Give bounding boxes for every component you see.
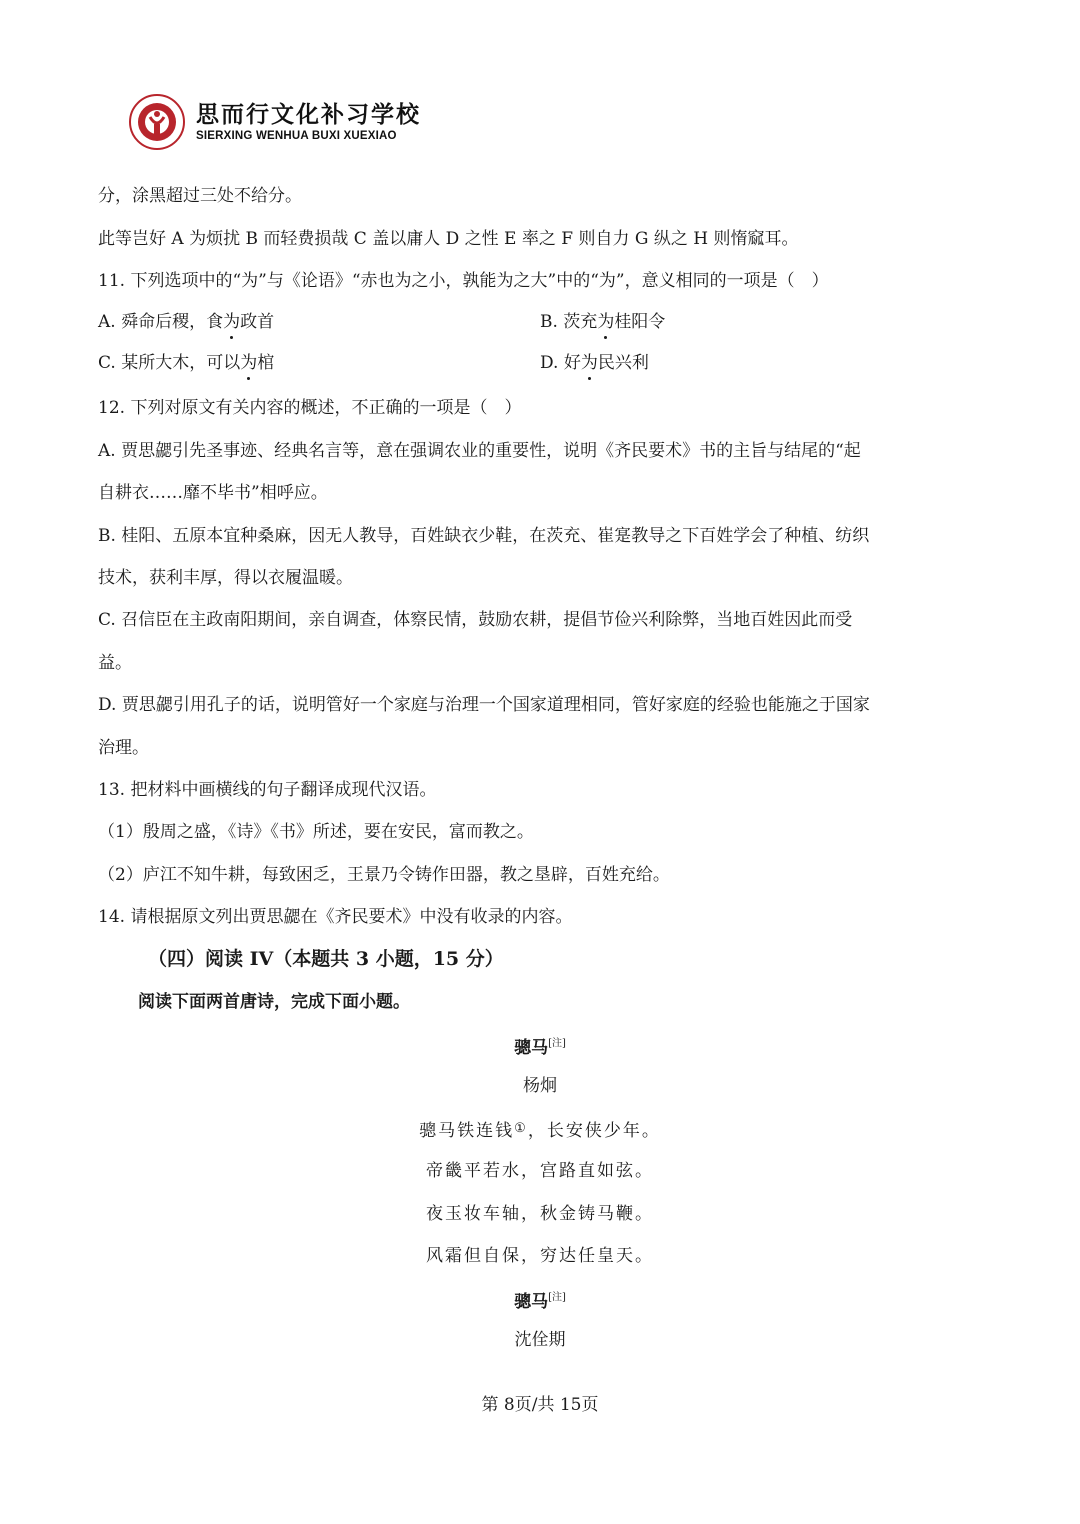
poem2-title: 骢马[注] [514,1292,566,1312]
poem1-line: 夜玉妆车轴，秋金铸马鞭。 [426,1204,654,1224]
note-marker: [注] [548,1038,566,1049]
school-header [128,92,421,152]
q12-option-c-cont: 益。 [98,653,132,673]
question-11: 11. 下列选项中的“为”与《论语》“赤也为之小，孰能为之大”中的“为”，意义相同的一项是（ ） [98,271,829,291]
question-12: 12. 下列对原文有关内容的概述，不正确的一项是（ ） [98,398,522,418]
page-number: 第 8页/共 15页 [481,1395,599,1415]
q11-option-d: D. 好为民兴利 [540,353,649,373]
poem1-author: 杨炯 [523,1076,557,1096]
question-14: 14. 请根据原文列出贾思勰在《齐民要术》中没有收录的内容。 [98,907,573,927]
dotted-char: 为 [597,312,615,332]
q12-option-a-cont: 自耕衣……靡不毕书”相呼应。 [98,483,328,503]
q13-item-1: （1）殷周之盛，《诗》《书》所述，要在安民，富而教之。 [98,822,534,842]
q12-option-a: A. 贾思勰引先圣事迹、经典名言等，意在强调农业的重要性，说明《齐民要术》书的主旨与结尾的“起 [98,441,861,461]
footnote-marker: ① [514,1121,528,1136]
brand-block [196,101,421,143]
poem1-line: 帝畿平若水，宫路直如弦。 [426,1161,654,1181]
school-seal-icon [128,93,186,151]
dotted-char: 为 [223,312,241,332]
q13-item-2: （2）庐江不知牛耕，每致困乏，王景乃令铸作田器，教之垦辟，百姓充给。 [98,865,670,885]
poem1-line: 骢马铁连钱①，长安侠少年。 [419,1121,661,1141]
q12-option-b-cont: 技术，获利丰厚，得以衣履温暖。 [98,568,353,588]
reading-instruction: 阅读下面两首唐诗，完成下面小题。 [138,992,410,1012]
q12-option-d: D. 贾思勰引用孔子的话，说明管好一个家庭与治理一个国家道理相同，管好家庭的经验也能施之于国家 [98,695,870,715]
note-marker: [注] [548,1292,566,1303]
q12-option-b: B. 桂阳、五原本宜种桑麻，因无人教导，百姓缺衣少鞋，在茨充、崔寔教导之下百姓学会了种植、纺织 [98,526,870,546]
text-line: 分，涂黑超过三处不给分。 [98,186,302,206]
section-heading: （四）阅读 IV（本题共 3 小题，15 分） [148,948,504,970]
poem2-author: 沈佺期 [514,1330,566,1350]
q12-option-c: C. 召信臣在主政南阳期间，亲自调查，体察民情，鼓励农耕，提倡节俭兴利除弊，当地百姓因此而受 [98,610,853,630]
question-13: 13. 把材料中画横线的句子翻译成现代汉语。 [98,780,437,800]
q11-option-a: A. 舜命后稷，食为政首 [98,312,275,332]
school-name-pinyin: SIERXING WENHUA BUXI XUEXIAO [196,130,397,142]
dotted-char: 为 [240,353,258,373]
q11-option-b: B. 茨充为桂阳令 [540,312,666,332]
poem1-title: 骢马[注] [514,1038,566,1058]
text-line: 此等岂好 A 为烦扰 B 而轻费损哉 C 盖以庸人 D 之性 E 率之 F 则自力 G 纵之 H 则惰窳耳。 [98,229,799,249]
q11-option-c: C. 某所大木，可以为棺 [98,353,275,373]
q12-option-d-cont: 治理。 [98,738,149,758]
dotted-char: 为 [580,353,598,373]
school-name: 思而行文化补习学校 [196,102,421,128]
poem1-line: 风霜但自保，穷达任皇天。 [426,1246,654,1266]
